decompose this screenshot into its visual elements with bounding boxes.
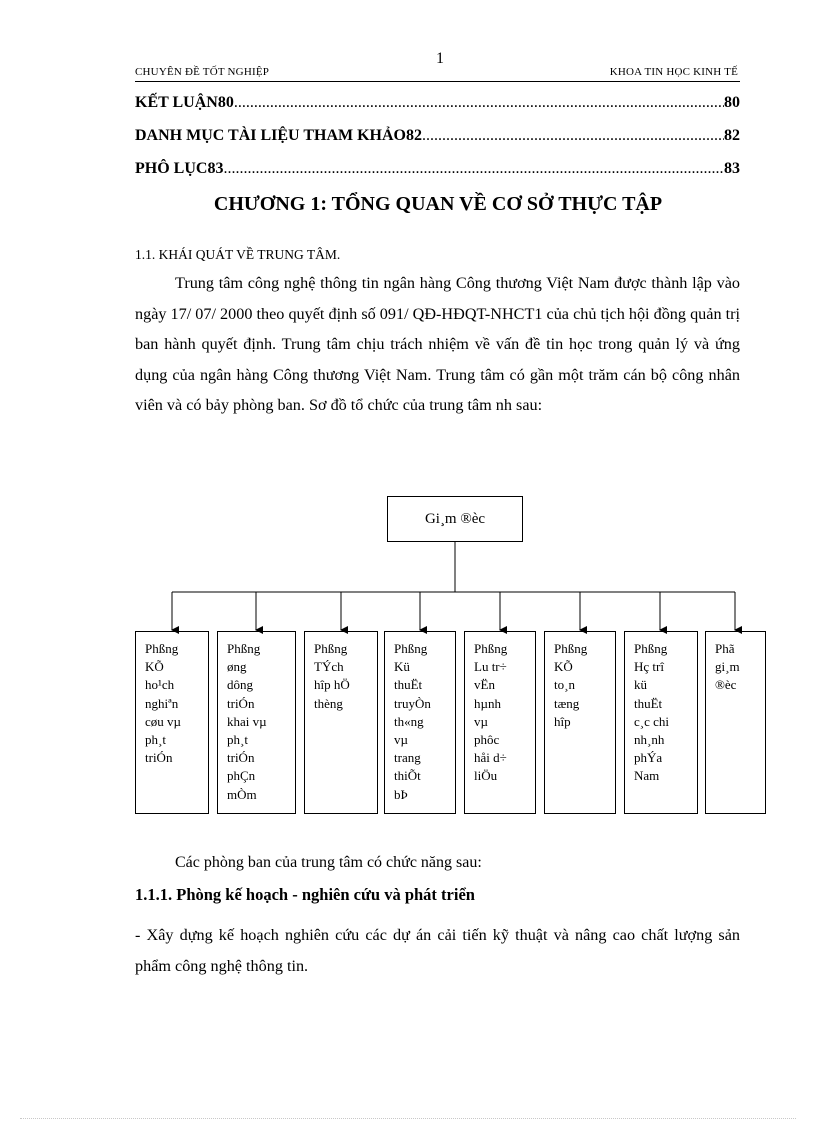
org-box-department	[624, 631, 698, 814]
org-box-department	[304, 631, 378, 814]
org-box-department	[384, 631, 456, 814]
header-right: KHOA TIN HỌC KINH TẾ	[609, 66, 738, 78]
org-box-department	[135, 631, 209, 814]
org-box-department	[544, 631, 616, 814]
org-box-department	[217, 631, 296, 814]
toc-page: 82	[724, 127, 740, 144]
department-label: Phßng Lu tr÷ vËn hµnh vµ phôc håi d÷ liÖu	[474, 641, 508, 784]
footer-rule	[20, 1118, 796, 1119]
department-label: Phßng KÕ to¸n tæng hîp	[554, 641, 588, 729]
lead-sentence: Các phòng ban của trung tâm có chức năng sau:	[175, 854, 482, 871]
chapter-title: CHƯƠNG 1: TỔNG QUAN VỀ CƠ SỞ THỰC TẬP	[213, 193, 663, 215]
section-title: 1.1. KHÁI QUÁT VỀ TRUNG TÂM.	[135, 247, 341, 262]
department-label: Phßng KÕ ho¹ch nghiªn cøu vµ ph¸t triÓn	[145, 641, 182, 766]
intro-text: Trung tâm công nghệ thông tin ngân hàng Công thương Việt Nam được thành lập vào ngày 17/ 07/ 2000 theo quyết định số 091/ QĐ-HĐQT-NHCT1 của chủ tịch hội đồng quản trị ban hành quyết định. Trung tâm chịu trách nhiệm về vấn đề tin học trong quản lý và ứng dụng của ngân hàng Công thương Việt Nam. Trung tâm có gần một trăm cán bộ công nhân viên và có bảy phòng ban. Sơ đồ tổ chức của trung tâm nh sau:	[135, 274, 740, 414]
toc-label: KẾT LUẬN80	[135, 94, 234, 111]
header-left: CHUYÊN ĐỀ TỐT NGHIỆP	[135, 66, 270, 78]
org-box-department	[705, 631, 766, 814]
department-label: Phßng Hç trî kü thuËt c¸c chi nh¸nh phÝa Nam	[634, 641, 670, 784]
toc-page: 83	[724, 160, 740, 177]
org-box-department	[464, 631, 536, 814]
subsection-title: 1.1.1. Phòng kế hoạch - nghiên cứu và phát triển	[135, 885, 475, 904]
toc-label: PHÔ LỤC83	[135, 160, 224, 177]
org-box-director: Gi¸m ®èc	[387, 496, 523, 542]
department-label: Phã gi¸m ®èc	[715, 641, 740, 693]
department-label: Phßng øng dông triÓn khai vµ ph¸t triÓn phÇn mÒm	[227, 641, 267, 802]
bullet-paragraph: - Xây dựng kế hoạch nghiên cứu các dự án cải tiến kỹ thuật và nâng cao chất lượng sản phẩm công nghệ thông tin.	[135, 926, 740, 975]
toc-page: 80	[724, 94, 740, 111]
toc-label: DANH MỤC TÀI LIỆU THAM KHẢO82	[135, 127, 422, 144]
department-label: Phßng TÝch hîp hÖ thèng	[314, 641, 350, 711]
department-label: Phßng Kü thuËt truyÒn th«ng vµ trang thiÕt bÞ	[394, 641, 431, 802]
page-number: 1	[436, 50, 444, 67]
